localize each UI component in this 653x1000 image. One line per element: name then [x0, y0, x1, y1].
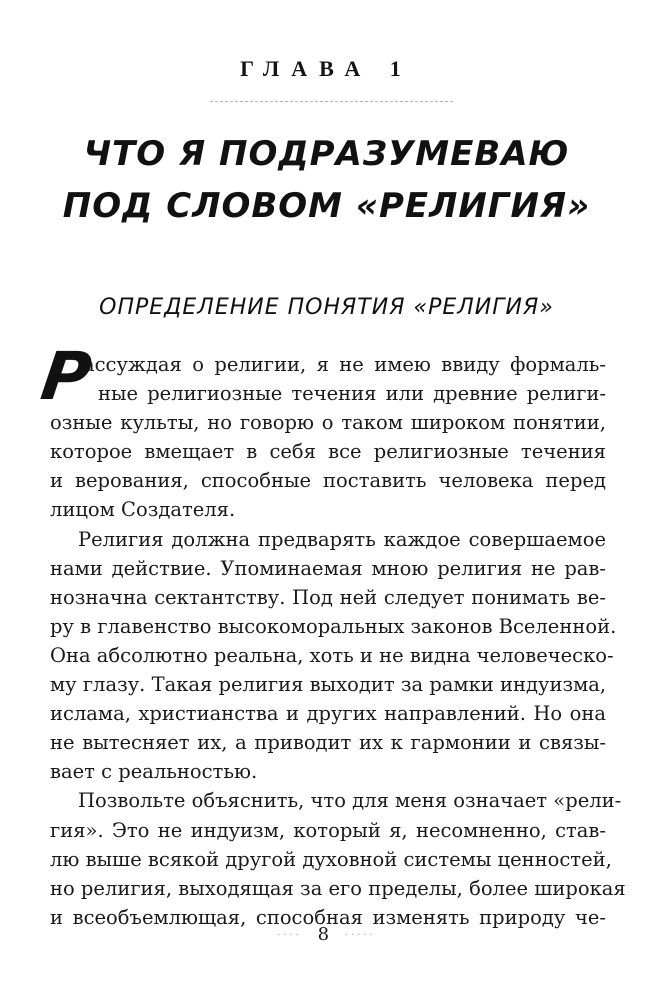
footer-dots-left: ···· [277, 929, 302, 941]
paragraph-start: Позвольте объяснить, что для меня означает «рели- [78, 789, 622, 813]
body-text [36, 338, 626, 932]
chapter-label: ГЛАВА 1 [240, 56, 413, 81]
page-number: 8 [317, 924, 330, 945]
text-line: ассуждая о религии, я не имею ввиду формаль- [83, 353, 606, 376]
chapter-divider [210, 101, 453, 102]
text-line: лицом Создателя. [50, 498, 236, 522]
text-line: му глазу. Такая религия выходит за рамки индуизма, [50, 673, 607, 697]
text-line: ные религиозные течения или древние религи- [98, 382, 606, 406]
text-line: лю выше всякой другой духовной системы ценностей, [50, 847, 612, 871]
section-title: ОПРЕДЕЛЕНИЕ ПОНЯТИЯ «РЕЛИГИЯ» [99, 295, 554, 320]
text-line: нами действие. Упоминаемая мною религия не рав- [50, 556, 606, 580]
text-line: которое вмещает в себя все религиозные течения [50, 440, 606, 464]
paragraph-start: Религия должна предварять каждое совершаемое [78, 527, 606, 551]
page-footer [0, 924, 653, 945]
text-line: вает с реальностью. [50, 760, 258, 784]
text-line: ру в главенство высокоморальных законов Вселенной. [50, 614, 617, 638]
chapter-title-line-1: ЧТО Я ПОДРАЗУМЕВАЮ [83, 134, 570, 174]
drop-cap: Р [36, 338, 96, 415]
text-line: не вытесняет их, а приводит их к гармонии и связы- [50, 731, 606, 755]
chapter-title-line-2: ПОД СЛОВОМ «РЕЛИГИЯ» [62, 186, 591, 226]
chapter-title [0, 128, 653, 232]
text-line: но религия, выходящая за его пределы, более широкая [50, 876, 626, 900]
text-line: гия». Это не индуизм, который я, несомненно, став- [50, 818, 606, 842]
footer-dots-right: ····· [344, 929, 376, 941]
text-line: ислама, христианства и других направлений. Но она [50, 702, 606, 726]
text-line: и верования, способные поставить человека перед [50, 469, 606, 493]
text-line: и всеобъемлющая, способная изменять природу че- [50, 905, 606, 929]
text-line: нозначна сектантству. Под ней следует понимать ве- [50, 585, 606, 609]
text-line: озные культы, но говорю о таком широком понятии, [50, 411, 606, 435]
text-line: Она абсолютно реальна, хоть и не видна человеческо- [50, 643, 614, 667]
